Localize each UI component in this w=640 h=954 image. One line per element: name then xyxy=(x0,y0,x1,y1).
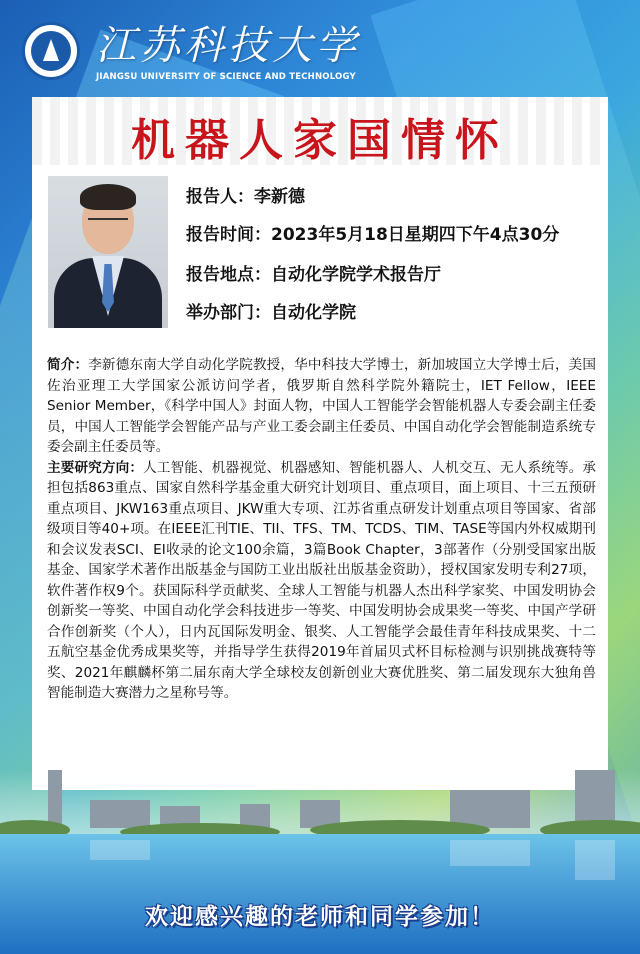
bio-text: 李新德东南大学自动化学院教授，华中科技大学博士，新加坡国立大学博士后，美国佐治亚理工大学国家公派访问学者，俄罗斯自然科学院外籍院士，IET Fellow，IEEE Senior Member，《科学中国人》封面人物，中国人工智能学会智能机器人专委会副主任委员，中国人工智能学会智能产品与产业工委会副主任委员、中国自动化学会智能制造系统专委会副主任委员等。 xyxy=(47,357,596,455)
bio-label: 简介： xyxy=(47,357,89,373)
school-name-en: JIANGSU UNIVERSITY OF SCIENCE AND TECHNOLOGY xyxy=(96,72,356,82)
time-label: 报告时间： xyxy=(186,225,271,245)
university-logo-icon xyxy=(22,22,80,80)
speaker-photo xyxy=(48,176,168,328)
speaker-row xyxy=(186,182,305,207)
place-label: 报告地点： xyxy=(186,265,271,285)
time-row xyxy=(186,220,559,245)
welcome-banner: 欢迎感兴趣的老师和同学参加！ xyxy=(145,904,495,930)
school-name: 江苏科技大学 xyxy=(96,23,360,69)
research-label: 主要研究方向： xyxy=(47,459,144,476)
page-title: 机器人家国情怀 xyxy=(131,115,509,166)
research-text: 人工智能、机器视觉、机器感知、智能机器人、人机交互、无人系统等。承担包括863重点、国家自然科学基金重大研究计划项目、重点项目，面上项目、十三五预研重点项目、JKW163重点项目、JKW重大专项、江苏省重点研发计划重点项目等国家、省部级项目等40+项。在IEEE汇刊TIE、TII、TFS、TM、TCDS、TIM、TASE等国内外权威期刊和会议发表SCI、EI收录的论文100余篇，3篇Book Chapter，3部著作（分别受国家出版基金、国家学术著作出版基金与国防工业出版社出版基金资助），授权国家发明专利27项，软件著作权9个。获国际科学贡献奖、全球人工智能与机器人杰出科学家奖、中国发明协会创新奖一等奖、中国自动化学会科技进步一等奖、中国发明协会成果奖一等奖、中国产学研合作创新奖（个人），日内瓦国际发明金、银奖、人工智能学会最佳青年科技成果奖、十二五航空基金优秀成果奖等，并指导学生获得2019年首届贝式杯目标检测与识别挑战赛特等奖、2021年麒麟杯第二届东南大学全球校友创新创业大赛优胜奖、第二届发现东大独角兽智能制造大赛潜力之星称号等。 xyxy=(47,459,597,701)
research-paragraph xyxy=(47,458,596,704)
place-row xyxy=(186,260,441,285)
time-value: 2023年5月18日星期四下午4点30分 xyxy=(271,225,560,245)
host-label: 举办部门： xyxy=(186,303,271,323)
bio-paragraph xyxy=(47,355,596,458)
speaker-value: 李新德 xyxy=(254,187,305,207)
speaker-introduction xyxy=(47,355,596,704)
speaker-label: 报告人： xyxy=(186,187,254,207)
place-value: 自动化学院学术报告厅 xyxy=(271,265,441,285)
host-value: 自动化学院 xyxy=(271,303,356,323)
host-row xyxy=(186,298,356,323)
header xyxy=(0,0,640,92)
